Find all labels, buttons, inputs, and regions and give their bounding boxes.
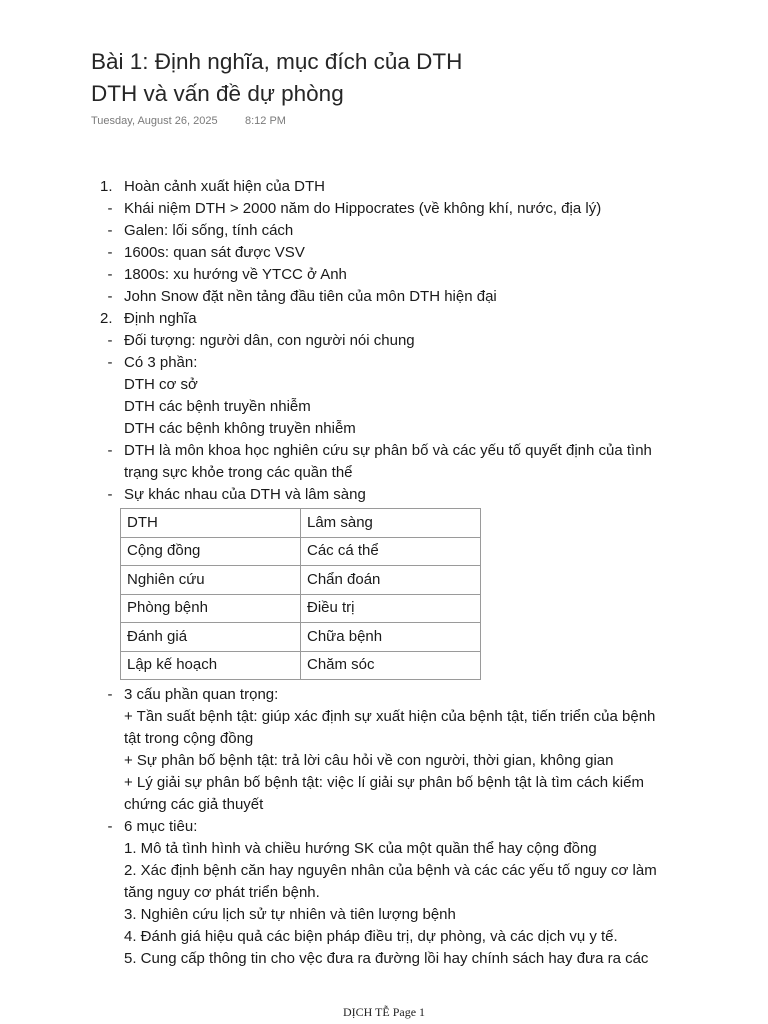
table-cell: Lâm sàng: [301, 509, 481, 538]
bullet-dash: -: [107, 332, 113, 349]
bullet-dash: -: [107, 486, 113, 503]
page-time: 8:12 PM: [245, 115, 286, 127]
table-cell: Chẩn đoán: [301, 566, 481, 595]
section-number: 1.: [100, 178, 113, 195]
bullet-dash: -: [107, 442, 113, 459]
section-heading-text: Hoàn cảnh xuất hiện của DTH: [124, 178, 325, 195]
list-item: [100, 220, 720, 242]
bullet-dash: -: [107, 288, 113, 305]
table-cell: Các cá thể: [301, 537, 481, 566]
table-row: [121, 651, 481, 680]
bullet-dash: -: [107, 244, 113, 261]
table-row: [121, 594, 481, 623]
list-item: [100, 242, 720, 264]
sub-line: + Tần suất bệnh tật: giúp xác định sự xuất hiện của bệnh tật, tiến triển của bệnh: [124, 708, 656, 725]
list-item-text: Galen: lối sống, tính cách: [124, 222, 294, 239]
sub-line: 2. Xác định bệnh căn hay nguyên nhân của bệnh và các các yếu tố nguy cơ làm: [124, 862, 657, 879]
table-cell: Cộng đồng: [121, 537, 301, 566]
section-heading-1: [100, 176, 720, 198]
list-item-text: 6 mục tiêu:: [124, 818, 198, 835]
sub-line: chứng các giả thuyết: [124, 796, 264, 813]
table-cell: Chữa bệnh: [301, 623, 481, 652]
note-body: [100, 176, 720, 970]
section-heading-text: Định nghĩa: [124, 310, 197, 327]
page-title-line-1: Bài 1: Định nghĩa, mục đích của DTH: [91, 49, 463, 74]
table-cell: DTH: [121, 509, 301, 538]
bullet-dash: -: [107, 354, 113, 371]
list-item-text: Khái niệm DTH > 2000 năm do Hippocrates (về không khí, nước, địa lý): [124, 200, 602, 217]
sub-line: trạng sực khỏe trong các quần thể: [124, 464, 353, 481]
sub-line: 5. Cung cấp thông tin cho vệc đưa ra đường lồi hay chính sách hay đưa ra các: [124, 950, 649, 967]
table-row: [121, 509, 481, 538]
list-item-text: 1800s: xu hướng về YTCC ở Anh: [124, 266, 347, 283]
list-item-text: John Snow đặt nền tảng đầu tiên của môn DTH hiện đại: [124, 288, 497, 305]
section-number: 2.: [100, 310, 113, 327]
bullet-dash: -: [107, 686, 113, 703]
sub-line: tật trong cộng đồng: [124, 730, 254, 747]
sub-line: DTH các bệnh truyền nhiễm: [124, 398, 311, 415]
list-item-text: 1600s: quan sát được VSV: [124, 244, 305, 261]
bullet-dash: -: [107, 818, 113, 835]
list-item: [100, 330, 720, 352]
list-item-text: DTH là môn khoa học nghiên cứu sự phân bố và các yếu tố quyết định của tình: [124, 442, 652, 459]
table-cell: Lập kế hoạch: [121, 651, 301, 680]
list-item: [100, 816, 720, 838]
table-cell: Chăm sóc: [301, 651, 481, 680]
table-cell: Điều trị: [301, 594, 481, 623]
list-item: [100, 198, 720, 220]
list-item: [100, 264, 720, 286]
table-row: [121, 537, 481, 566]
comparison-table: [120, 508, 481, 680]
list-item-text: Đối tượng: người dân, con người nói chung: [124, 332, 415, 349]
table-cell: Phòng bệnh: [121, 594, 301, 623]
list-item: [100, 484, 720, 506]
table-cell: Nghiên cứu: [121, 566, 301, 595]
bullet-dash: -: [107, 222, 113, 239]
sub-line: + Lý giải sự phân bố bệnh tật: việc lí giải sự phân bố bệnh tật là tìm cách kiểm: [124, 774, 644, 791]
sub-line: DTH cơ sở: [124, 376, 198, 393]
list-item: [100, 684, 720, 706]
section-heading-2: [100, 308, 720, 330]
bullet-dash: -: [107, 200, 113, 217]
list-item-text: Sự khác nhau của DTH và lâm sàng: [124, 486, 366, 503]
table-row: [121, 623, 481, 652]
bullet-dash: -: [107, 266, 113, 283]
list-item-text: Có 3 phần:: [124, 354, 198, 371]
list-item-text: 3 cấu phần quan trọng:: [124, 686, 279, 703]
sub-line: 4. Đánh giá hiệu quả các biện pháp điều trị, dự phòng, và các dịch vụ y tế.: [124, 928, 618, 945]
sub-line: DTH các bệnh không truyền nhiễm: [124, 420, 356, 437]
page-title-line-2: DTH và vấn đề dự phòng: [91, 81, 344, 106]
table-row: [121, 566, 481, 595]
list-item: [100, 352, 720, 374]
sub-line: + Sự phân bố bệnh tật: trả lời câu hỏi về con người, thời gian, không gian: [124, 752, 614, 769]
table-cell: Đánh giá: [121, 623, 301, 652]
list-item: [100, 286, 720, 308]
page-footer: DỊCH TỄ Page 1: [342, 1005, 426, 1019]
page-date: Tuesday, August 26, 2025: [91, 115, 218, 127]
list-item: [100, 440, 720, 462]
sub-line: 1. Mô tả tình hình và chiều hướng SK của một quần thể hay cộng đồng: [124, 840, 597, 857]
sub-line: tăng nguy cơ phát triển bệnh.: [124, 884, 320, 901]
sub-line: 3. Nghiên cứu lịch sử tự nhiên và tiên lượng bệnh: [124, 906, 456, 923]
